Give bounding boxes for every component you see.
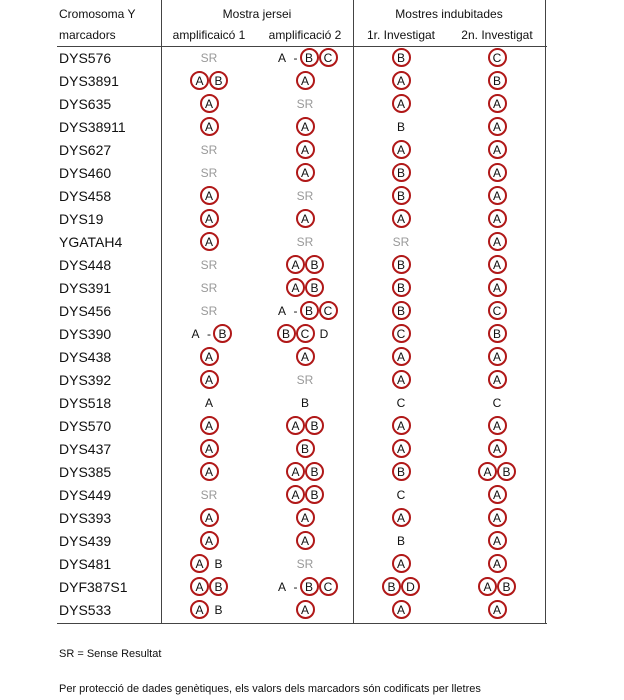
marker-name: DYS390 <box>59 325 112 342</box>
circled-allele: A <box>488 347 507 366</box>
amplification-1-value <box>161 506 257 529</box>
amplification-1-value <box>161 115 257 138</box>
circled-allele: A <box>488 209 507 228</box>
allele: B <box>300 395 309 410</box>
circled-allele: B <box>392 255 411 274</box>
marker-name: DYS385 <box>59 463 112 480</box>
amplification-2-value <box>257 161 353 184</box>
marker-name: DYS456 <box>59 302 112 319</box>
investigated-2-value <box>449 437 545 460</box>
circled-allele: A <box>392 600 411 619</box>
circled-allele: A <box>488 531 507 550</box>
marker-name: DYS437 <box>59 440 112 457</box>
header-group1: Mostra jersei <box>222 6 292 21</box>
no-result-value: SR <box>200 50 218 65</box>
amplification-1-value <box>161 552 257 575</box>
circled-allele: A <box>488 508 507 527</box>
table-row <box>57 552 547 575</box>
investigated-2-value <box>449 483 545 506</box>
marker-name: DYS38911 <box>59 118 126 135</box>
allele-joiner: - <box>293 50 298 65</box>
table-row <box>57 598 547 621</box>
circled-allele: A <box>286 278 305 297</box>
circled-allele: A <box>200 232 219 251</box>
circled-allele: B <box>488 324 507 343</box>
investigated-1-value <box>353 276 449 299</box>
header-col2: amplificació 2 <box>268 27 342 42</box>
investigated-1-value <box>353 345 449 368</box>
amplification-1-value <box>161 483 257 506</box>
header-row-2 <box>57 23 547 46</box>
circled-allele: A <box>286 416 305 435</box>
marker-name: DYS439 <box>59 532 112 549</box>
circled-allele: A <box>190 577 209 596</box>
amplification-1-value <box>161 460 257 483</box>
investigated-2-value <box>449 506 545 529</box>
circled-allele: A <box>190 71 209 90</box>
circled-allele: A <box>488 117 507 136</box>
amplification-1-value <box>161 69 257 92</box>
table-row <box>57 506 547 529</box>
no-result-value: SR <box>200 280 218 295</box>
col-divider-2 <box>353 0 354 624</box>
table-bottom-line <box>57 623 547 624</box>
marker-name: DYS570 <box>59 417 112 434</box>
amplification-1-value <box>161 276 257 299</box>
circled-allele: A <box>200 209 219 228</box>
investigated-2-value <box>449 184 545 207</box>
amplification-2-value <box>257 575 353 598</box>
investigated-2-value <box>449 529 545 552</box>
amplification-2-value <box>257 598 353 621</box>
amplification-1-value <box>161 253 257 276</box>
circled-allele: C <box>488 48 507 67</box>
circled-allele: B <box>209 577 228 596</box>
header-col1: amplificaicó 1 <box>172 27 246 42</box>
table-row <box>57 161 547 184</box>
header-col0-line2: marcadors <box>59 27 116 42</box>
allele: A <box>191 326 200 341</box>
circled-allele: A <box>200 531 219 550</box>
circled-allele: A <box>296 600 315 619</box>
circled-allele: A <box>392 140 411 159</box>
amplification-2-value <box>257 391 353 414</box>
circled-allele: A <box>488 370 507 389</box>
amplification-2-value <box>257 483 353 506</box>
amplification-2-value <box>257 345 353 368</box>
amplification-1-value <box>161 345 257 368</box>
amplification-1-value <box>161 575 257 598</box>
marker-name: DYS533 <box>59 601 112 618</box>
no-result-value: SR <box>200 165 218 180</box>
circled-allele: C <box>319 48 338 67</box>
investigated-1-value <box>353 529 449 552</box>
amplification-2-value <box>257 437 353 460</box>
marker-name: DYS576 <box>59 49 112 66</box>
circled-allele: A <box>488 232 507 251</box>
circled-allele: A <box>392 347 411 366</box>
circled-allele: A <box>392 94 411 113</box>
investigated-1-value <box>353 414 449 437</box>
circled-allele: A <box>488 255 507 274</box>
investigated-2-value <box>449 276 545 299</box>
circled-allele: A <box>488 485 507 504</box>
amplification-2-value <box>257 230 353 253</box>
investigated-1-value <box>353 230 449 253</box>
investigated-2-value <box>449 552 545 575</box>
circled-allele: B <box>392 48 411 67</box>
investigated-1-value <box>353 575 449 598</box>
investigated-2-value <box>449 230 545 253</box>
circled-allele: A <box>392 554 411 573</box>
data-protection-note: Per protecció de dades genètiques, els valors dels marcadors són codificats per lletres <box>59 683 481 695</box>
amplification-1-value <box>161 299 257 322</box>
allele: C <box>396 487 406 502</box>
amplification-2-value <box>257 276 353 299</box>
circled-allele: A <box>286 485 305 504</box>
investigated-2-value <box>449 414 545 437</box>
investigated-1-value <box>353 299 449 322</box>
investigated-1-value <box>353 46 449 69</box>
amplification-2-value <box>257 552 353 575</box>
circled-allele: A <box>488 600 507 619</box>
circled-allele: B <box>497 462 516 481</box>
marker-name: DYS19 <box>59 210 104 227</box>
marker-name: DYS518 <box>59 394 112 411</box>
circled-allele: B <box>392 462 411 481</box>
circled-allele: A <box>488 278 507 297</box>
no-result-value: SR <box>200 142 218 157</box>
circled-allele: A <box>392 416 411 435</box>
circled-allele: A <box>200 462 219 481</box>
circled-allele: A <box>200 117 219 136</box>
amplification-1-value <box>161 368 257 391</box>
no-result-value: SR <box>296 556 314 571</box>
table-row <box>57 230 547 253</box>
circled-allele: A <box>200 94 219 113</box>
no-result-value: SR <box>392 234 410 249</box>
circled-allele: A <box>488 554 507 573</box>
circled-allele: A <box>190 600 209 619</box>
amplification-1-value <box>161 529 257 552</box>
investigated-2-value <box>449 391 545 414</box>
table-row <box>57 138 547 161</box>
table-row <box>57 529 547 552</box>
table-row <box>57 46 547 69</box>
investigated-2-value <box>449 92 545 115</box>
no-result-value: SR <box>296 234 314 249</box>
allele: C <box>492 395 502 410</box>
amplification-2-value <box>257 115 353 138</box>
circled-allele: A <box>392 209 411 228</box>
table-row <box>57 345 547 368</box>
circled-allele: A <box>392 439 411 458</box>
circled-allele: B <box>392 278 411 297</box>
amplification-2-value <box>257 322 353 345</box>
allele: B <box>396 533 405 548</box>
circled-allele: A <box>200 439 219 458</box>
circled-allele: B <box>305 278 324 297</box>
amplification-2-value <box>257 92 353 115</box>
marker-name: DYS392 <box>59 371 112 388</box>
circled-allele: A <box>296 347 315 366</box>
table-row <box>57 368 547 391</box>
table-row <box>57 460 547 483</box>
allele-joiner: - <box>293 579 298 594</box>
amplification-1-value <box>161 322 257 345</box>
circled-allele: A <box>478 462 497 481</box>
circled-allele: A <box>296 508 315 527</box>
circled-allele: C <box>319 301 338 320</box>
amplification-2-value <box>257 506 353 529</box>
marker-name: DYS391 <box>59 279 112 296</box>
marker-name: DYF387S1 <box>59 578 128 595</box>
circled-allele: A <box>200 416 219 435</box>
allele: A <box>277 303 286 318</box>
circled-allele: B <box>300 48 319 67</box>
amplification-2-value <box>257 414 353 437</box>
header-divider <box>57 46 547 47</box>
circled-allele: C <box>296 324 315 343</box>
table-row <box>57 483 547 506</box>
investigated-2-value <box>449 299 545 322</box>
marker-name: DYS3891 <box>59 72 119 89</box>
allele: C <box>396 395 406 410</box>
marker-name: DYS449 <box>59 486 112 503</box>
col-divider-1 <box>161 0 162 624</box>
circled-allele: B <box>488 71 507 90</box>
investigated-2-value <box>449 253 545 276</box>
marker-name: DYS458 <box>59 187 112 204</box>
circled-allele: A <box>200 347 219 366</box>
investigated-2-value <box>449 207 545 230</box>
circled-allele: B <box>382 577 401 596</box>
investigated-2-value <box>449 345 545 368</box>
col-divider-3 <box>545 0 546 624</box>
table-row <box>57 207 547 230</box>
table-row <box>57 276 547 299</box>
amplification-1-value <box>161 138 257 161</box>
investigated-1-value <box>353 598 449 621</box>
investigated-2-value <box>449 69 545 92</box>
circled-allele: B <box>209 71 228 90</box>
allele: B <box>396 119 405 134</box>
table-row <box>57 575 547 598</box>
circled-allele: A <box>296 209 315 228</box>
investigated-1-value <box>353 207 449 230</box>
amplification-2-value <box>257 299 353 322</box>
no-result-value: SR <box>200 257 218 272</box>
circled-allele: B <box>305 416 324 435</box>
amplification-2-value <box>257 529 353 552</box>
circled-allele: C <box>488 301 507 320</box>
marker-name: DYS438 <box>59 348 112 365</box>
allele: A <box>277 579 286 594</box>
circled-allele: B <box>392 186 411 205</box>
amplification-1-value <box>161 414 257 437</box>
no-result-value: SR <box>200 303 218 318</box>
table-row <box>57 414 547 437</box>
investigated-1-value <box>353 69 449 92</box>
amplification-2-value <box>257 460 353 483</box>
table-row <box>57 115 547 138</box>
header-col4: 2n. Investigat <box>461 27 533 42</box>
circled-allele: A <box>488 163 507 182</box>
table-row <box>57 184 547 207</box>
circled-allele: A <box>392 508 411 527</box>
circled-allele: A <box>286 462 305 481</box>
amplification-1-value <box>161 230 257 253</box>
amplification-1-value <box>161 598 257 621</box>
circled-allele: A <box>488 186 507 205</box>
circled-allele: A <box>200 508 219 527</box>
circled-allele: B <box>300 577 319 596</box>
circled-allele: B <box>300 301 319 320</box>
allele: B <box>214 602 223 617</box>
allele-joiner: - <box>293 303 298 318</box>
investigated-2-value <box>449 368 545 391</box>
circled-allele: A <box>296 71 315 90</box>
marker-name: DYS393 <box>59 509 112 526</box>
table-row <box>57 69 547 92</box>
circled-allele: A <box>200 186 219 205</box>
investigated-1-value <box>353 506 449 529</box>
circled-allele: A <box>286 255 305 274</box>
investigated-2-value <box>449 46 545 69</box>
investigated-1-value <box>353 92 449 115</box>
header-col3: 1r. Investigat <box>366 27 436 42</box>
investigated-2-value <box>449 115 545 138</box>
amplification-1-value <box>161 437 257 460</box>
investigated-1-value <box>353 483 449 506</box>
circled-allele: B <box>305 462 324 481</box>
circled-allele: B <box>392 163 411 182</box>
investigated-1-value <box>353 115 449 138</box>
circled-allele: A <box>200 370 219 389</box>
header-group2: Mostres indubitades <box>395 6 503 21</box>
investigated-2-value <box>449 460 545 483</box>
header-col0-line1: Cromosoma Y <box>59 6 136 21</box>
circled-allele: C <box>319 577 338 596</box>
circled-allele: B <box>305 255 324 274</box>
table-row <box>57 322 547 345</box>
investigated-1-value <box>353 437 449 460</box>
amplification-2-value <box>257 184 353 207</box>
investigated-1-value <box>353 391 449 414</box>
table-row <box>57 92 547 115</box>
table-row <box>57 437 547 460</box>
investigated-2-value <box>449 322 545 345</box>
investigated-2-value <box>449 161 545 184</box>
footnote: SR = Sense Resultat <box>59 648 162 660</box>
investigated-1-value <box>353 368 449 391</box>
amplification-2-value <box>257 253 353 276</box>
investigated-1-value <box>353 552 449 575</box>
amplification-1-value <box>161 92 257 115</box>
investigated-2-value <box>449 598 545 621</box>
amplification-2-value <box>257 138 353 161</box>
circled-allele: B <box>497 577 516 596</box>
no-result-value: SR <box>200 487 218 502</box>
marker-name: DYS635 <box>59 95 112 112</box>
marker-name: DYS481 <box>59 555 112 572</box>
marker-name: YGATAH4 <box>59 233 123 250</box>
circled-allele: A <box>488 94 507 113</box>
no-result-value: SR <box>296 96 314 111</box>
circled-allele: A <box>296 117 315 136</box>
circled-allele: A <box>488 416 507 435</box>
marker-name: DYS448 <box>59 256 112 273</box>
circled-allele: A <box>296 140 315 159</box>
amplification-1-value <box>161 46 257 69</box>
investigated-1-value <box>353 460 449 483</box>
amplification-2-value <box>257 69 353 92</box>
no-result-value: SR <box>296 372 314 387</box>
table-row <box>57 391 547 414</box>
allele: B <box>214 556 223 571</box>
circled-allele: A <box>296 531 315 550</box>
amplification-1-value <box>161 207 257 230</box>
investigated-2-value <box>449 138 545 161</box>
amplification-2-value <box>257 207 353 230</box>
marker-name: DYS460 <box>59 164 112 181</box>
circled-allele: A <box>392 370 411 389</box>
circled-allele: A <box>296 163 315 182</box>
amplification-2-value <box>257 46 353 69</box>
circled-allele: A <box>392 71 411 90</box>
header-row-1 <box>57 2 547 25</box>
circled-allele: D <box>401 577 420 596</box>
circled-allele: B <box>213 324 232 343</box>
circled-allele: A <box>488 439 507 458</box>
circled-allele: A <box>190 554 209 573</box>
investigated-1-value <box>353 184 449 207</box>
circled-allele: A <box>488 140 507 159</box>
allele: A <box>277 50 286 65</box>
investigated-1-value <box>353 322 449 345</box>
amplification-1-value <box>161 391 257 414</box>
allele: D <box>319 326 329 341</box>
circled-allele: A <box>478 577 497 596</box>
marker-name: DYS627 <box>59 141 112 158</box>
allele-joiner: - <box>207 326 211 341</box>
amplification-1-value <box>161 184 257 207</box>
amplification-2-value <box>257 368 353 391</box>
investigated-1-value <box>353 161 449 184</box>
circled-allele: B <box>296 439 315 458</box>
allele: A <box>204 395 213 410</box>
circled-allele: C <box>392 324 411 343</box>
table-row <box>57 253 547 276</box>
circled-allele: B <box>277 324 296 343</box>
circled-allele: B <box>392 301 411 320</box>
investigated-2-value <box>449 575 545 598</box>
table-row <box>57 299 547 322</box>
amplification-1-value <box>161 161 257 184</box>
investigated-1-value <box>353 253 449 276</box>
no-result-value: SR <box>296 188 314 203</box>
circled-allele: B <box>305 485 324 504</box>
investigated-1-value <box>353 138 449 161</box>
